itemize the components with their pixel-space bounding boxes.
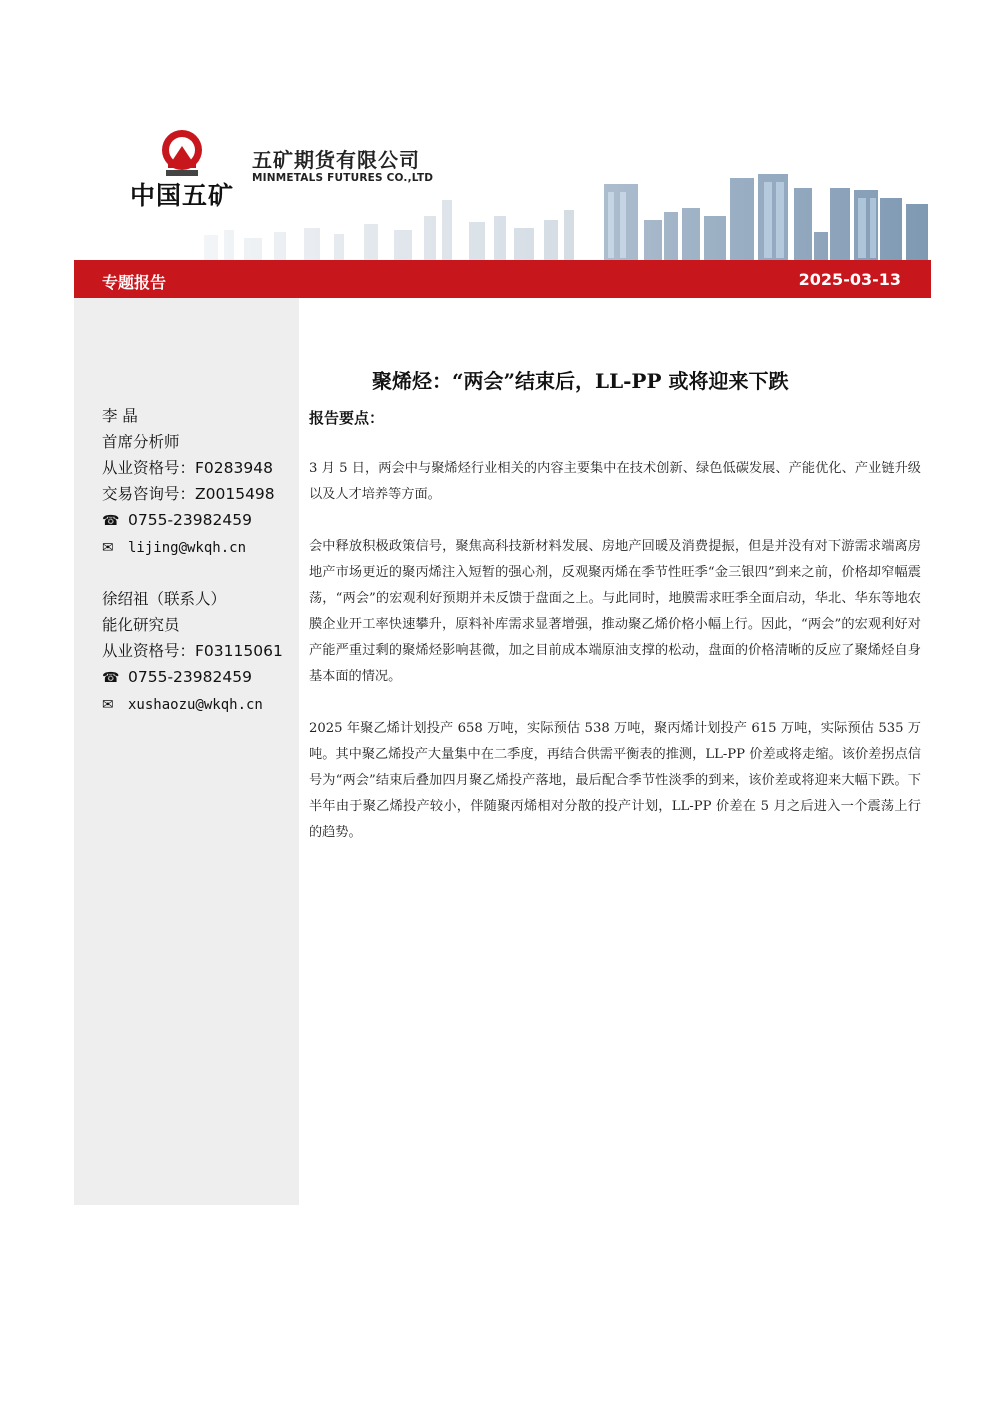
analyst-email-row [102,534,275,561]
email-icon: ✉ [102,540,114,556]
body-paragraph: 会中释放积极政策信号，聚焦高科技新材料发展、房地产回暖及消费提振，但是并没有对下游需求端离房地产市场更近的聚丙烯注入短暂的强心剂，反观聚丙烯在季节性旺季“金三银四”到来之前，价格却窄幅震荡，“两会”的宏观利好预期并未反馈于盘面之上。与此同时，地膜需求旺季全面启动，华北、华东等地农膜企业开工率快速攀升，原料补库需求显著增强，推动聚乙烯价格小幅上行。因此，“两会”的宏观利好对产能严重过剩的聚烯烃影响甚微，加之目前成本端原油支撑的松动，盘面的价格清晰的反应了聚烯烃自身基本面的情况。 [309,539,921,684]
analyst-advisory-number: 交易咨询号：Z0015498 [102,485,275,503]
analyst-role: 能化研究员 [102,616,180,634]
phone-icon: ☎ [102,513,120,529]
body-paragraph: 3 月 5 日，两会中与聚烯烃行业相关的内容主要集中在技术创新、绿色低碳发展、产能优化、产业链升级以及人才培养等方面。 [309,461,921,502]
analyst-phone: 0755-23982459 [128,668,252,686]
body-paragraph: 2025 年聚乙烯计划投产 658 万吨，实际预估 538 万吨，聚丙烯计划投产 615 万吨，实际预估 535 万吨。其中聚乙烯投产大量集中在二季度，再结合供需平衡表的推测，LL-PP 价差或将走缩。该价差拐点信号为“两会”结束后叠加四月聚乙烯投产落地，最后配合季节性淡季的到来，该价差或将迎来大幅下跌。下半年由于聚乙烯投产较小，伴随聚丙烯相对分散的投产计划，LL-PP 价差在 5 月之后进入一个震荡上行的趋势。 [309,721,921,840]
report-header [74,120,931,260]
analyst-phone-row [102,664,283,691]
analyst-email[interactable]: lijing@wkqh.cn [128,540,247,556]
analyst-qualification: 从业资格号：F03115061 [102,642,283,660]
analyst-card [102,586,283,718]
report-date: 2025-03-13 [798,270,901,289]
analyst-sidebar [74,298,299,1205]
report-type-label: 专题报告 [102,273,167,292]
phone-icon: ☎ [102,670,120,686]
analyst-card [102,403,275,561]
analyst-qualification: 从业资格号：F0283948 [102,459,273,477]
key-points-heading: 报告要点： [309,409,385,427]
analyst-name: 徐绍祖（联系人） [102,590,227,608]
analyst-phone-row [102,507,275,534]
analyst-email[interactable]: xushaozu@wkqh.cn [128,697,263,713]
analyst-email-row [102,691,283,718]
logo-text: 中国五矿 [130,181,235,210]
analyst-name: 李 晶 [102,407,138,425]
analyst-phone: 0755-23982459 [128,511,252,529]
company-name-cn: 五矿期货有限公司 [252,148,420,172]
minmetals-emblem-icon [160,128,204,178]
report-type-banner [74,260,931,298]
email-icon: ✉ [102,697,114,713]
report-title: 聚烯烃：“两会”结束后，LL-PP 或将迎来下跌 [372,369,789,393]
company-name-en: MINMETALS FUTURES CO.,LTD [252,172,434,184]
analyst-role: 首席分析师 [102,433,180,451]
